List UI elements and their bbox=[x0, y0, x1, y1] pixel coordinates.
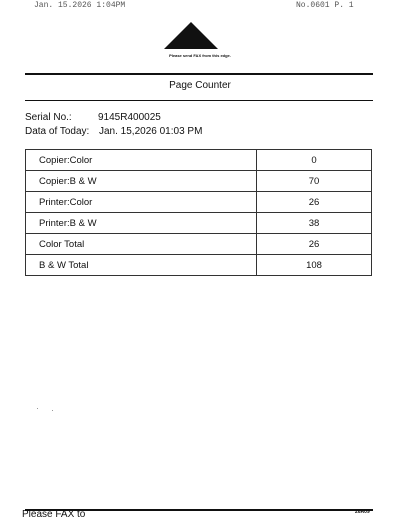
counter-value: 108 bbox=[257, 255, 372, 276]
page-counter-table bbox=[25, 149, 372, 276]
scan-speck bbox=[37, 408, 38, 409]
serial-number-value: 9145R400025 bbox=[98, 112, 161, 123]
date-value: Jan. 15,2026 01:03 PM bbox=[99, 126, 203, 137]
counter-value: 38 bbox=[257, 213, 372, 234]
page-title: Page Counter bbox=[169, 80, 231, 91]
counter-label: Printer:Color bbox=[26, 192, 257, 213]
fax-header-page-number: No.0601 P. 1 bbox=[296, 1, 354, 10]
scan-speck bbox=[52, 410, 53, 411]
counter-value: 26 bbox=[257, 234, 372, 255]
table-row bbox=[26, 213, 372, 234]
counter-label: Printer:B & W bbox=[26, 213, 257, 234]
table-row bbox=[26, 192, 372, 213]
counter-label: B & W Total bbox=[26, 255, 257, 276]
fax-header-timestamp: Jan. 15.2026 1:04PM bbox=[34, 1, 126, 10]
title-top-rule bbox=[25, 73, 373, 75]
table-row bbox=[26, 150, 372, 171]
table-row bbox=[26, 171, 372, 192]
table-row bbox=[26, 255, 372, 276]
counter-label: Copier:Color bbox=[26, 150, 257, 171]
date-row bbox=[25, 126, 203, 137]
counter-value: 70 bbox=[257, 171, 372, 192]
fax-direction-triangle-icon bbox=[164, 22, 218, 49]
table-row bbox=[26, 234, 372, 255]
counter-label: Copier:B & W bbox=[26, 171, 257, 192]
title-bottom-rule bbox=[25, 100, 373, 101]
counter-value: 0 bbox=[257, 150, 372, 171]
counter-label: Color Total bbox=[26, 234, 257, 255]
footer-code: 26A09 bbox=[355, 509, 370, 515]
counter-value: 26 bbox=[257, 192, 372, 213]
serial-number-row bbox=[25, 112, 161, 123]
serial-number-label: Serial No.: bbox=[25, 112, 72, 123]
fax-instruction: Please send FAX from this edge. bbox=[169, 53, 231, 58]
fax-transmission-header bbox=[0, 0, 400, 12]
date-label: Data of Today: bbox=[25, 126, 90, 137]
footer-fax-to: Please FAX to bbox=[22, 509, 86, 520]
